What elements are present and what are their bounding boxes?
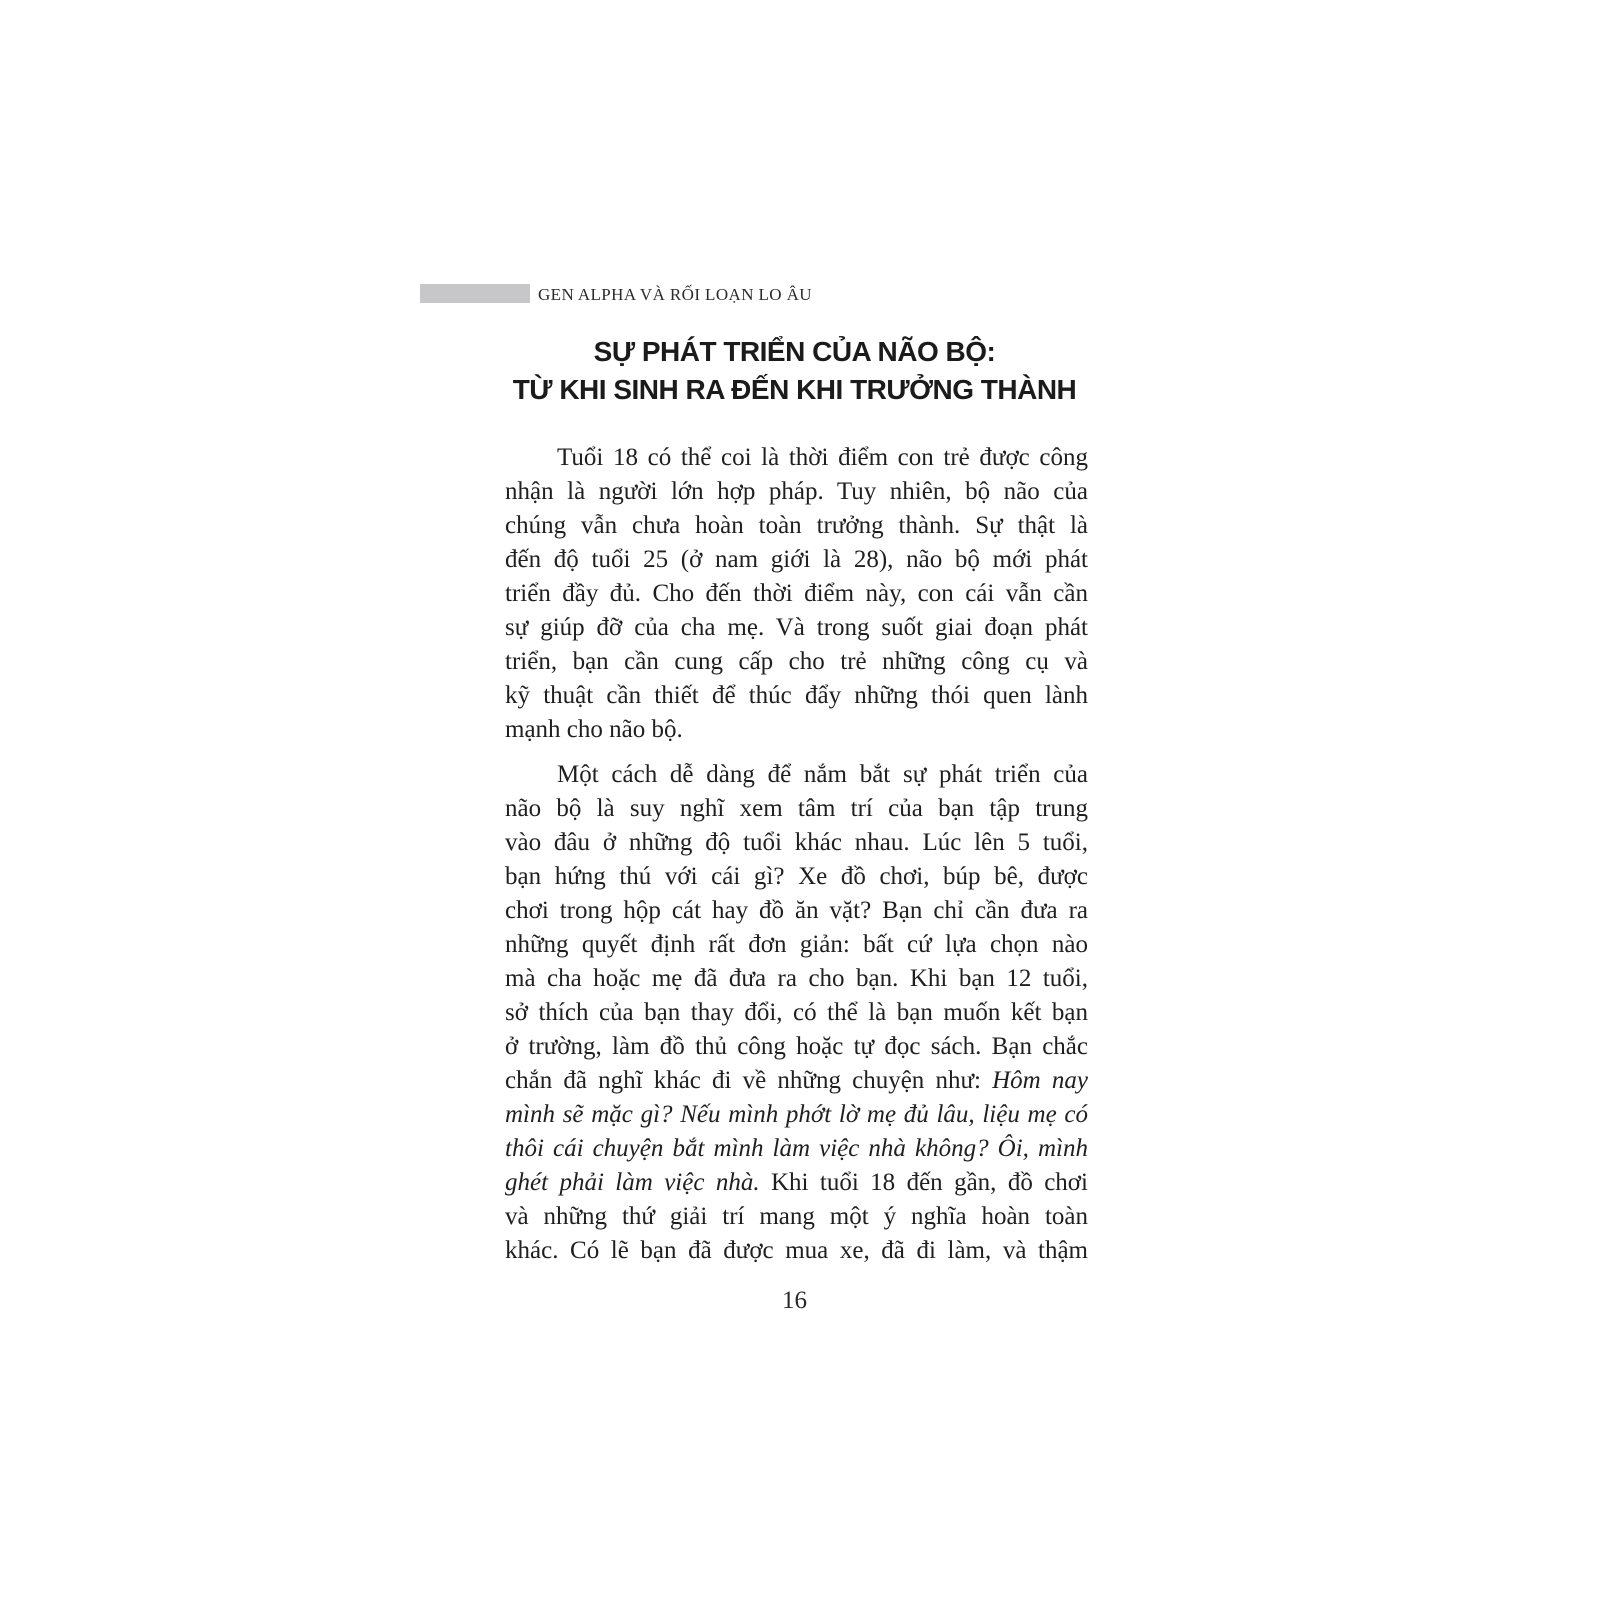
text-segment: Khi tuổi 18 đến gần, đồ chơi [759, 1169, 1088, 1196]
italic-text-segment: Hôm nay [992, 1067, 1088, 1094]
body-text [505, 441, 1088, 1268]
running-head: GEN ALPHA VÀ RỐI LOẠN LO ÂU [538, 285, 812, 304]
text-segment: chúng vẫn chưa hoàn toàn trưởng thành. Sự thật là [505, 512, 1088, 539]
italic-text-segment: thôi cái chuyện bắt mình làm việc nhà không? Ôi, mình [505, 1135, 1088, 1162]
text-line [505, 1132, 1088, 1166]
text-line [505, 962, 1088, 996]
text-segment: sự giúp đỡ của cha mẹ. Và trong suốt giai đoạn phát [505, 614, 1088, 641]
text-segment: vào đâu ở những độ tuổi khác nhau. Lúc lên 5 tuổi, [505, 829, 1088, 856]
italic-text-segment: ghét phải làm việc nhà. [505, 1169, 760, 1196]
section-title-line1: SỰ PHÁT TRIỂN CỦA NÃO BỘ: [593, 336, 996, 367]
text-segment: và những thứ giải trí mang một ý nghĩa hoàn toàn [505, 1203, 1088, 1230]
text-line [505, 1200, 1088, 1234]
text-line [505, 645, 1088, 679]
section-title [503, 333, 1086, 409]
text-segment: Tuổi 18 có thể coi là thời điểm con trẻ được công [557, 444, 1088, 471]
text-line [505, 713, 1088, 747]
text-line [505, 577, 1088, 611]
text-line [505, 611, 1088, 645]
text-line [505, 543, 1088, 577]
text-line [505, 860, 1088, 894]
text-line [505, 996, 1088, 1030]
text-segment: đến độ tuổi 25 (ở nam giới là 28), não bộ mới phát [505, 546, 1088, 573]
text-segment: chơi trong hộp cát hay đồ ăn vặt? Bạn chỉ cần đưa ra [505, 897, 1088, 924]
text-line [505, 679, 1088, 713]
text-line [505, 1234, 1088, 1268]
text-segment: những quyết định rất đơn giản: bất cứ lựa chọn nào [505, 931, 1088, 958]
text-segment: ở trường, làm đồ thủ công hoặc tự đọc sách. Bạn chắc [505, 1033, 1088, 1060]
text-line [505, 758, 1088, 792]
text-line [505, 894, 1088, 928]
text-line [505, 509, 1088, 543]
text-segment: não bộ là suy nghĩ xem tâm trí của bạn tập trung [505, 795, 1088, 822]
text-line [505, 475, 1088, 509]
page-number: 16 [782, 1287, 807, 1314]
text-line [505, 826, 1088, 860]
text-line [505, 1098, 1088, 1132]
text-segment: triển đầy đủ. Cho đến thời điểm này, con cái vẫn cần [505, 580, 1088, 607]
section-marker-bar [420, 284, 530, 303]
text-line [505, 792, 1088, 826]
text-segment: mạnh cho não bộ. [505, 716, 683, 743]
text-segment: kỹ thuật cần thiết để thúc đẩy những thói quen lành [505, 682, 1088, 709]
text-segment: nhận là người lớn hợp pháp. Tuy nhiên, bộ não của [505, 478, 1088, 505]
text-line [505, 928, 1088, 962]
text-segment: triển, bạn cần cung cấp cho trẻ những công cụ và [505, 648, 1088, 675]
paragraph [505, 758, 1088, 1268]
text-line [505, 1064, 1088, 1098]
text-segment: mà cha hoặc mẹ đã đưa ra cho bạn. Khi bạn 12 tuổi, [505, 965, 1088, 992]
text-segment: chắn đã nghĩ khác đi về những chuyện như: [505, 1067, 993, 1094]
text-segment: Một cách dễ dàng để nắm bắt sự phát triển của [557, 761, 1088, 788]
section-title-line2: TỪ KHI SINH RA ĐẾN KHI TRƯỞNG THÀNH [512, 374, 1077, 405]
text-line [505, 1166, 1088, 1200]
italic-text-segment: mình sẽ mặc gì? Nếu mình phớt lờ mẹ đủ lâu, liệu mẹ có [505, 1101, 1088, 1128]
page-header [420, 284, 812, 303]
text-segment: khác. Có lẽ bạn đã được mua xe, đã đi làm, và thậm [505, 1237, 1088, 1264]
paragraph [505, 441, 1088, 747]
text-line [505, 441, 1088, 475]
text-segment: bạn hứng thú với cái gì? Xe đồ chơi, búp bê, được [505, 863, 1088, 890]
text-segment: sở thích của bạn thay đổi, có thể là bạn muốn kết bạn [505, 999, 1088, 1026]
text-line [505, 1030, 1088, 1064]
